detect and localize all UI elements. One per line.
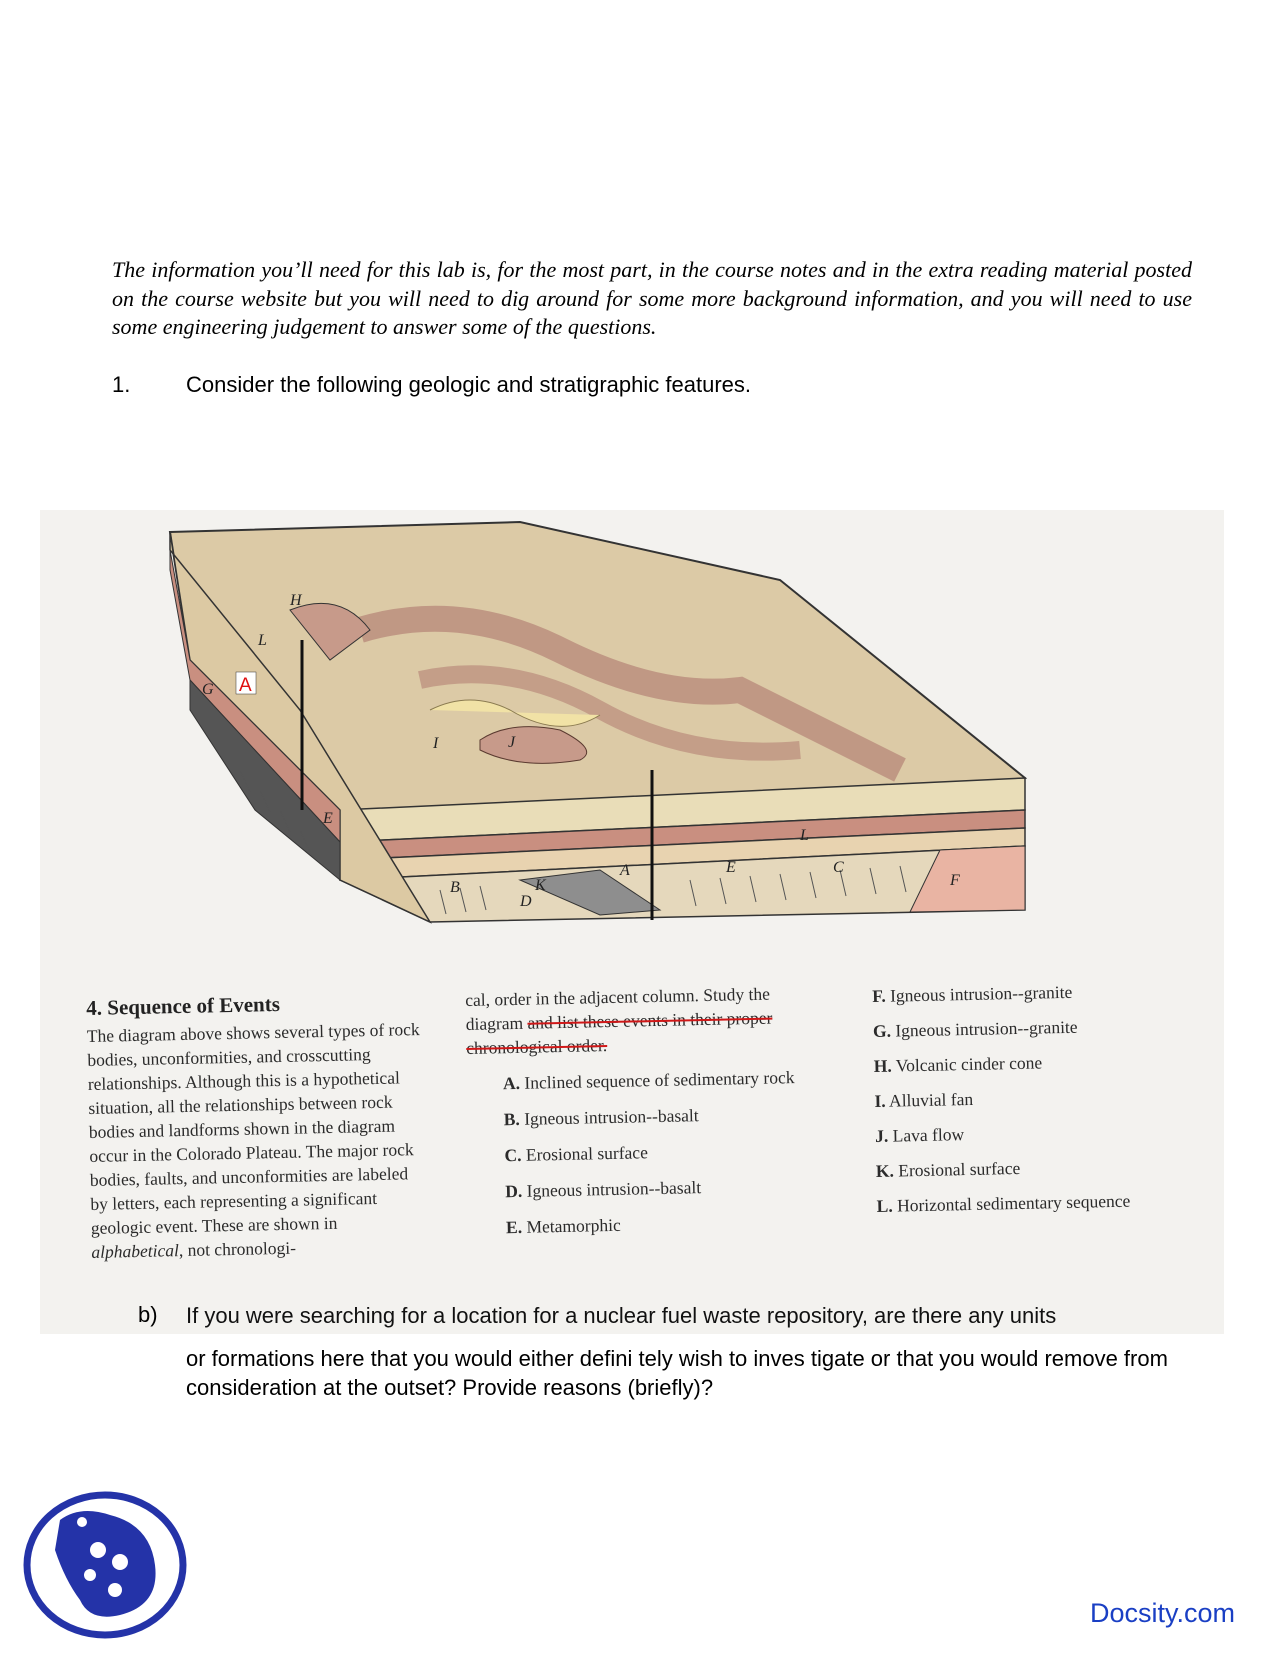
docsity-brand[interactable]: Docsity.com [1090,1598,1236,1628]
caption-paragraph-2: , not chronologi- [178,1237,297,1261]
event-item: G. Igneous intrusion--granite [872,1016,1078,1041]
label-D: D [520,893,532,910]
section-number: 4. [86,995,103,1020]
event-item: I. Alluvial fan [874,1088,974,1111]
event-item: D. Igneous intrusion--basalt [505,1177,702,1202]
label-L-left: L [258,632,267,649]
event-item: H. Volcanic cinder cone [873,1052,1043,1076]
question-number: 1. [112,372,131,397]
event-item: A. Inclined sequence of sedimentary rock [502,1067,795,1094]
caption-mid-text: cal, order in the adjacent column. Study the diagram [465,983,771,1034]
annotation-A: A [239,675,252,696]
label-E-front: E [726,859,736,876]
question-b-marker: b) [138,1302,158,1327]
event-item: K. Erosional surface [875,1157,1021,1181]
intro-paragraph: The information you’ll need for this lab is, for the most part, in the course notes and in the extra reading material posted on the course website but you will need to dig around for some more background information, and you will need to use some engineering judgement to answer some of the questions. [112,257,1192,339]
geology-figure [40,510,1224,1334]
label-I: I [433,735,439,752]
caption-right [872,977,1207,1229]
caption-paragraph-1: The diagram above shows several types of rock bodies, unconformities, and crosscutting relationships. Although this is a hypothetical situation, all the relationships between rock bodies and landforms shown in the diagram occur in the Colorado Plateau. The major rock bodies, faults, and unconformities are labeled by letters, each representing a significant geologic event. These are shown in [86,1019,420,1238]
label-A-front: A [620,862,630,879]
section-title: Sequence of Events [106,991,281,1020]
event-item: C. Erosional surface [504,1142,649,1166]
caption-emphasis: alphabetical [91,1240,180,1262]
event-item: E. Metamorphic [505,1214,621,1238]
label-F: F [950,872,960,889]
label-K: K [535,877,546,894]
label-G: G [202,681,214,698]
caption-struck-text: and list these events in their proper chronological order. [466,1007,773,1058]
label-J: J [508,734,516,751]
caption-middle [465,980,830,1251]
question-text: Consider the following geologic and stratigraphic features. [186,372,751,397]
question-b-cutoff-line: If you were searching for a location for a nuclear fuel waste repository, are there any units [186,1303,1057,1328]
question-b-text: or formations here that you would either defini tely wish to inves tigate or that you would remove from consideration at the outset? Provide reasons (briefly)? [186,1346,1168,1400]
events-list-f-l [872,977,1207,1218]
label-B: B [450,879,460,896]
label-C: C [833,859,844,876]
event-item: L. Horizontal sedimentary sequence [876,1190,1131,1216]
event-item: J. Lava flow [874,1124,965,1146]
events-list-a-e [503,1064,830,1239]
caption-left [86,989,432,1264]
label-E-left: E [323,810,333,827]
docsity-logo [20,1490,190,1640]
event-item: B. Igneous intrusion--basalt [503,1105,699,1130]
label-L-front: L [800,827,809,844]
label-H: H [290,592,302,609]
section-heading [86,989,426,1020]
event-item: F. Igneous intrusion--granite [872,981,1073,1006]
block-diagram [40,510,1224,980]
